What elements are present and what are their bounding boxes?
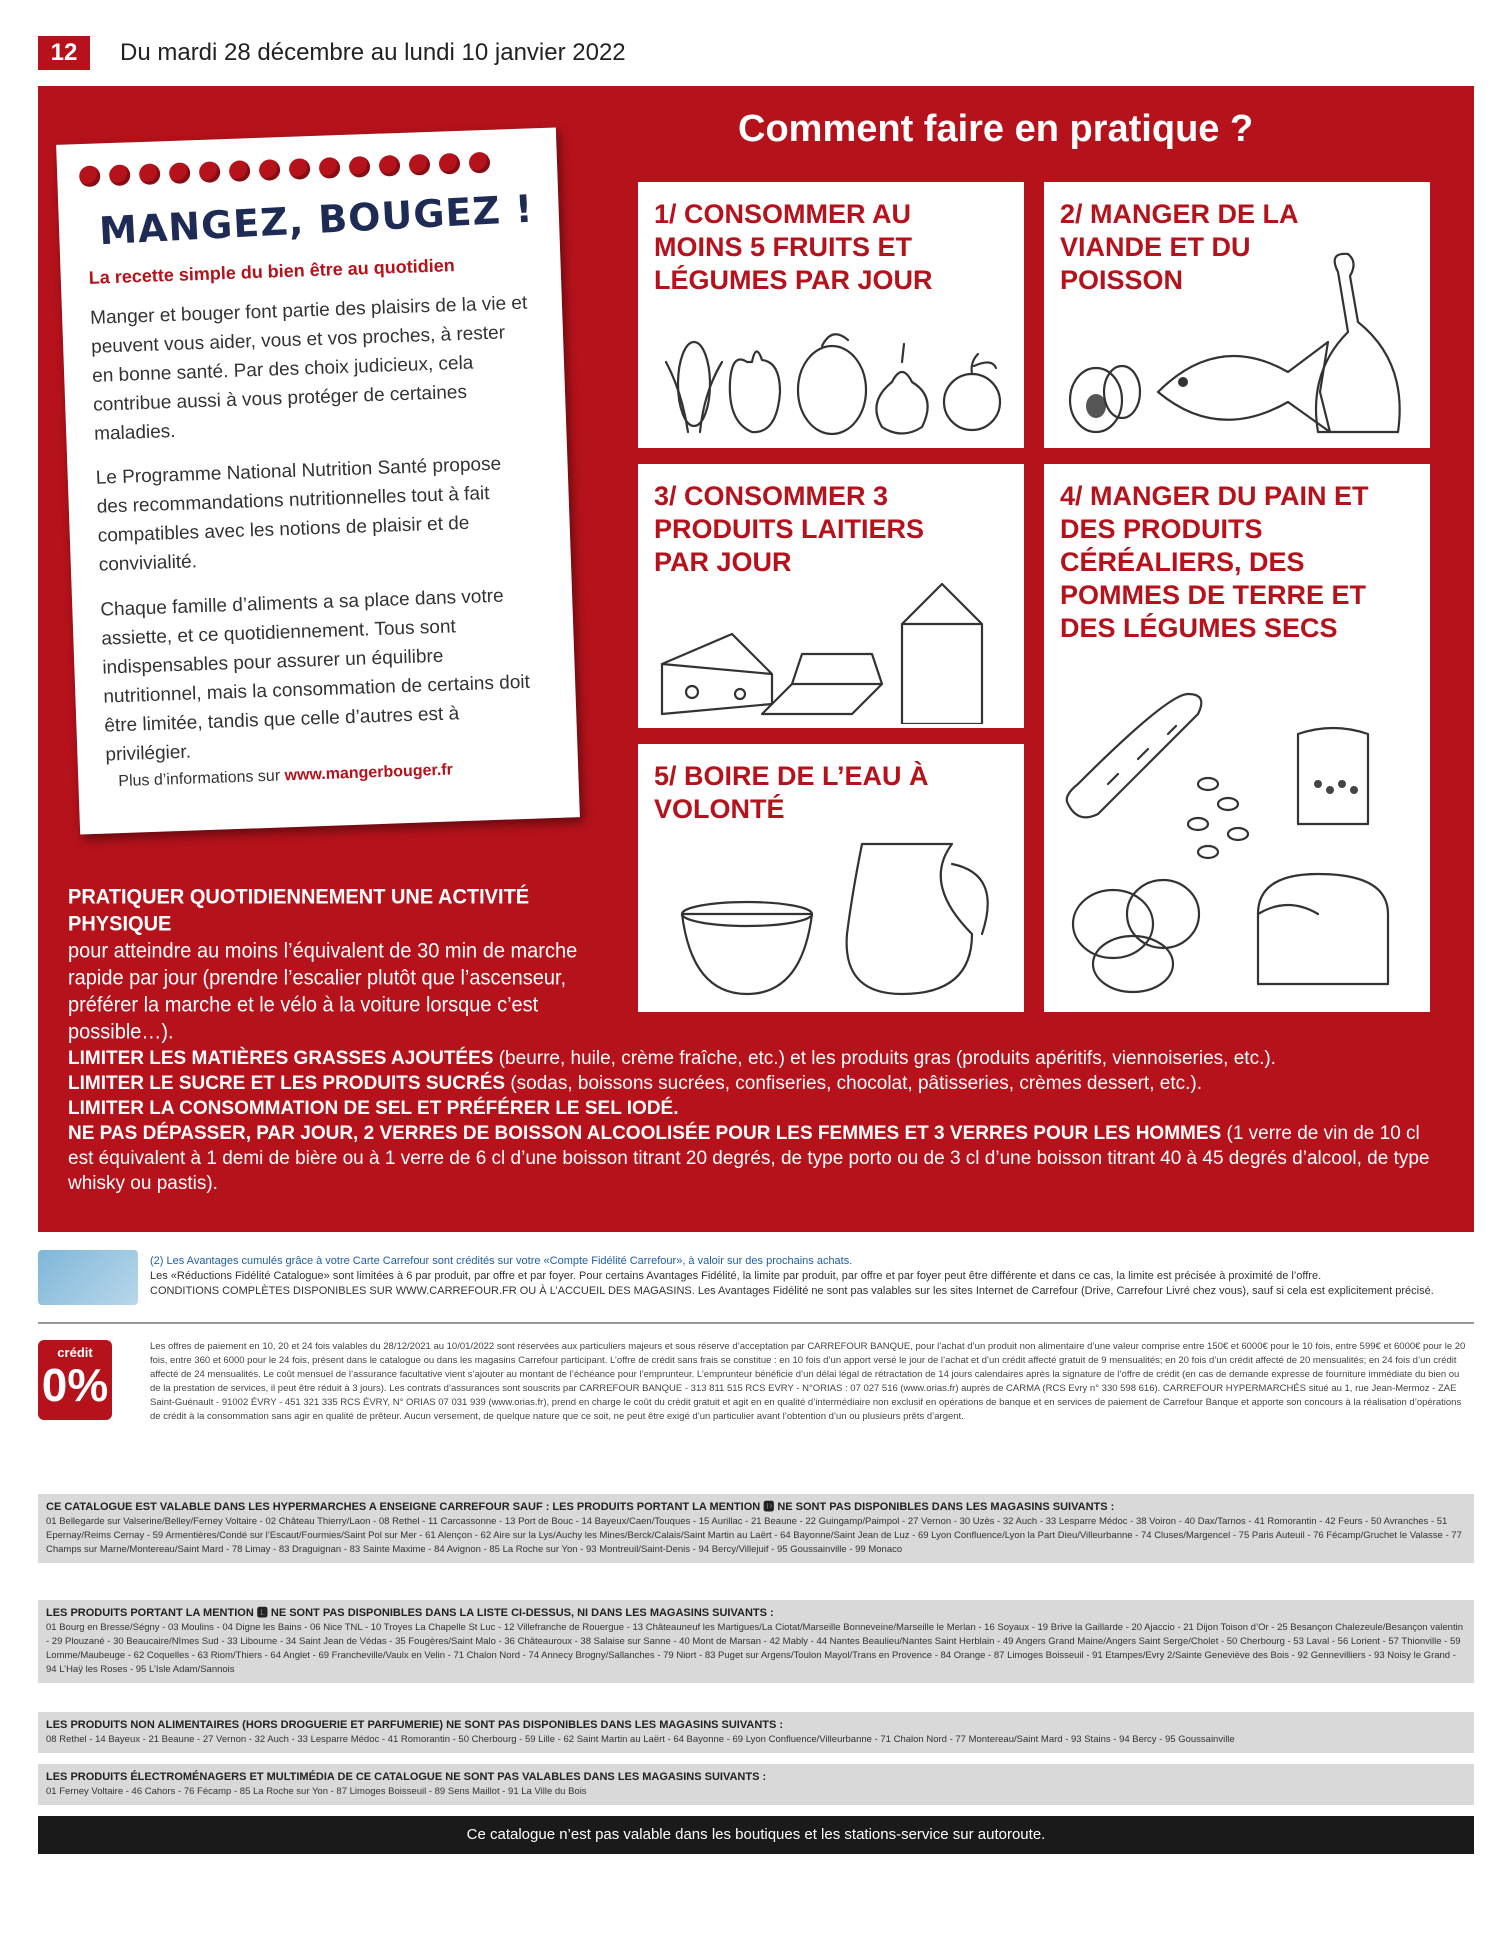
fidelity-section [38, 1250, 1474, 1308]
advice-label: 3/ CONSOMMER 3 PRODUITS LAITIERS PAR JOUR [654, 481, 925, 577]
practice-title: Comment faire en pratique ? [738, 108, 1254, 150]
activity-heading: PRATIQUER QUOTIDIENNEMENT UNE ACTIVITÉ PHYSIQUE [68, 885, 530, 936]
date-range: Du mardi 28 décembre au lundi 10 janvier 2022 [120, 39, 626, 66]
credit-zero-badge: crédit 0% [38, 1340, 112, 1420]
store-exclusions-box: LES PRODUITS NON ALIMENTAIRES (HORS DROGUERIE ET PARFUMERIE) NE SONT PAS DISPONIBLES DANS LES MAGASINS SUIVANTS : 08 Rethel - 14 Bayeux - 21 Beaune - 27 Vernon - 32 Auch - 33 Lesparre Médoc - 41 Romorantin - 50 Cherbourg - 59 Lille - 62 Saint Martin au Laërt - 64 Bayonne - 69 Lyon Confluence/Villeurbanne - 71 Chalon Nord - 77 Montereau/Saint Mard - 93 Stains - 94 Bercy - 95 Goussainville [38, 1712, 1474, 1753]
dairy-icon [652, 564, 1012, 724]
store-exclusions-box: LES PRODUITS PORTANT LA MENTION 🅴 NE SONT PAS DISPONIBLES DANS LA LISTE CI-DESSUS, NI DANS LES MAGASINS SUIVANTS : 01 Bourg en Bresse/Ségny - 03 Moulins - 04 Digne les Bains - 06 Nice TNL - 10 Troyes La Chapelle St Luc - 12 Villefranche de Rouergue - 13 Châteauneuf les Martigues/La Ciotat/Marseille Bonneveine/Marseille le Merlan - 16 Soyaux - 19 Brive la Gaillarde - 20 Ajaccio - 21 Dijon Toison d’Or - 25 Besançon Chalezeule/Besançon valentin - 29 Plouzané - 30 Beaucaire/Nîmes Sud - 33 Libourne - 34 Saint Jean de Védas - 35 Fougères/Saint Malo - 36 Châteauroux - 38 Salaise sur Sanne - 40 Mont de Marsan - 42 Mably - 44 Nantes Beaulieu/Nantes Saint Herblain - 49 Angers Grand Maine/Angers Saint Serge/Cholet - 50 Cherbourg - 53 Laval - 56 Lorient - 57 Thionville - 59 Lomme/Maubeuge - 62 Coquelles - 63 Riom/Thiers - 64 Anglet - 69 Francheville/Vaulx en Velin - 71 Chalon Nord - 74 Annecy Brogny/Sallanches - 79 Niort - 83 Puget sur Argens/Toulon Mayol/Trans en Provence - 84 Orange - 87 Limoges Boisseuil - 91 Etampes/Evry 2/Sainte Geneviève des Bois - 92 Gennevilliers - 93 Noisy le Grand - 94 L’Haÿ les Roses - 95 L’Isle Adam/Sannois [38, 1600, 1474, 1683]
water-jug-icon [652, 824, 1012, 1004]
mangez-bougez-note [56, 127, 580, 834]
note-subtitle: La recette simple du bien être au quotidien [88, 255, 455, 288]
advice-label: 5/ BOIRE DE L’EAU À VOLONTÉ [654, 761, 929, 824]
limit-item: LIMITER LA CONSOMMATION DE SEL ET PRÉFÉRER LE SEL IODÉ. [68, 1098, 679, 1119]
activity-detail: pour atteindre au moins l’équivalent de 30 min de marche rapide par jour (prendre l’escalier plutôt que l’ascenseur, préférer la marche et le vélo à la voiture lorsque c’est possible…). [68, 939, 578, 1044]
note-paragraph: Chaque famille d’aliments a sa place dans votre assiette, et ce quotidiennement. Tous sont indispensables pour assurer un équilibre nutritionnel, mais la consommation de certains doit être limitée, tandis que celle d’autres est à privilégier. [100, 585, 531, 766]
page-number: 12 [38, 36, 90, 70]
fish-meat-egg-icon [1058, 242, 1418, 442]
advice-box-meat-fish [1044, 182, 1430, 448]
carrefour-card-icon [38, 1250, 138, 1305]
divider [38, 1322, 1474, 1324]
note-paragraph: Manger et bouger font partie des plaisirs de la vie et peuvent vous aider, vous et vos proches, à rester en bonne santé. Par des choix judicieux, cela contribue aussi à vous protéger de certaines maladies. [89, 292, 528, 445]
nutrition-panel [38, 86, 1474, 1232]
store-exclusions-box: CE CATALOGUE EST VALABLE DANS LES HYPERMARCHES A ENSEIGNE CARREFOUR SAUF : LES PRODUITS PORTANT LA MENTION 🅳 NE SONT PAS DISPONIBLES DANS LES MAGASINS SUIVANTS : 01 Bellegarde sur Valserine/Belley/Ferney Voltaire - 02 Château Thierry/Laon - 08 Rethel - 11 Carcassonne - 13 Port de Bouc - 14 Bayeux/Caen/Touques - 15 Aurillac - 21 Beaune - 22 Guingamp/Paimpol - 27 Vernon - 30 Uzès - 32 Auch - 33 Lesparre Médoc - 38 Voiron - 40 Dax/Tarnos - 41 Romorantin - 42 Feurs - 50 Avranches - 51 Epernay/Reims Cernay - 59 Armentières/Condé sur l’Escaut/Fourmies/Saint Pol sur Mer - 61 Alençon - 62 Aire sur la Lys/Auchy les Mines/Berck/Calais/Saint Martin au Laërt - 64 Bayonne/Saint Jean de Luz - 69 Lyon Confluence/Lyon la Part Dieu/Villeurbanne - 74 Cluses/Margencel - 75 Paris Auteuil - 76 Fécamp/Gruchet le Valasse - 77 Champs sur Marne/Montereau/Saint Mard - 78 Limay - 83 Draguignan - 83 Sainte Maxime - 84 Avignon - 85 La Roche sur Yon - 93 Montreuil/Saint-Denis - 94 Bercy/Villejuif - 95 Goussainville - 99 Monaco [38, 1494, 1474, 1563]
credit-legal-text: Les offres de paiement en 10, 20 et 24 fois valables du 28/12/2021 au 10/01/2022 sont réservées aux particuliers majeurs et sous réserve d’acceptation par CARREFOUR BANQUE, pour l’achat d’un produit non alimentaire d’une valeur comprise entre 150€ et 6000€ pour le 10 fois, entre 599€ et 6000€ pour le 20 fois, entre 360 et 6000 pour le 24 fois, présent dans le catalogue ou dans les magasins Carrefour participant. L’offre de crédit sans frais se constitue : en 10 fois d’un apport versé le jour de l’achat et d’un crédit affecté gratuit de 9 mensualités; en 20 fois d’un crédit affecté de 20 mensualités; en 24 fois d’un crédit affecté de 24 mensualités. Le coût mensuel de l’assurance facultative vient s’ajouter au montant de l’échéance pour l’emprunteur. L’emprunteur bénéficie d’un délai légal de rétractation de 14 jours calendaires après la signature de l’offre de crédit (en cas de demande expresse de fourniture immédiate du bien ou de la prestation de services, il peut être réduit à 3 jours). Les contrats d’assurances sont souscrits par CARREFOUR BANQUE - 313 811 515 RCS EVRY - N°ORIAS : 07 027 516 (www.orias.fr) auprès de CARMA (RCS Evry n° 330 598 616). CARREFOUR HYPERMARCHÉS situé au 1, rue Jean-Mermoz - ZAE Saint-Guénault - 91002 ÉVRY - 451 321 335 RCS ÉVRY, N° ORIAS 07 031 939 (www.orias.fr), prend en charge le coût du crédit gratuit et agit en en qualité d’intermédiaire non exclusif en opérations de banque et en services de paiement de Carrefour Banque et apporte son concours à la réalisation d’opérations de crédit à la consommation sans agir en qualité de prêteur. Aucun versement, de quelque nature que ce soit, ne peut être exigé d’un particulier avant l’obtention d’un ou plusieurs prêts d’argent. [150, 1341, 1466, 1422]
limit-item: NE PAS DÉPASSER, PAR JOUR, 2 VERRES DE BOISSON ALCOOLISÉE POUR LES FEMMES ET 3 VERRES POUR LES HOMMES (1 verre de vin de 10 cl est équivalent à 1 demi de bière ou à 1 verre de 6 cl d’une boisson titrant 20 degrés, de type porto ou de 3 cl d’une boisson titrant 40 à 45 degrés d’alcool, de type whisky ou pastis). [68, 1123, 1430, 1194]
more-info-label: Plus d’informations sur [118, 767, 285, 791]
mangerbouger-link[interactable]: www.mangerbouger.fr [284, 761, 454, 785]
fidelity-text: (2) Les Avantages cumulés grâce à votre Carte Carrefour sont crédités sur votre «Compte Fidélité Carrefour», à valoir sur des prochains achats. Les «Réductions Fidélité Catalogue» sont limitées à 6 par produit, par offre et par foyer. Pour certains Avantages Fidélité, la limite par produit, par offre et par foyer peut être différente et dans ce cas, la limite est précisée à proximité de l’offre. CONDITIONS COMPLÈTES DISPONIBLES SUR WWW.CARREFOUR.FR OU À L’ACCUEIL DES MAGASINS. Les Avantages Fidélité ne sont pas valables sur les sites Internet de Carrefour (Drive, Carrefour Livré chez vous), sauf si cela est explicitement précisé. [150, 1255, 1434, 1297]
advice-label: 1/ CONSOMMER AU MOINS 5 FRUITS ET LÉGUMES PAR JOUR [654, 199, 933, 295]
advice-label: 4/ MANGER DU PAIN ET DES PRODUITS CÉRÉALIERS, DES POMMES DE TERRE ET DES LÉGUMES SECS [1060, 481, 1369, 643]
limit-item: LIMITER LE SUCRE ET LES PRODUITS SUCRÉS (sodas, boissons sucrées, confiseries, chocolat, pâtisseries, crèmes dessert, etc.). [68, 1073, 1202, 1094]
bread-potatoes-icon [1058, 674, 1418, 1004]
advice-box-dairy [638, 464, 1024, 728]
limit-item: LIMITER LES MATIÈRES GRASSES AJOUTÉES (beurre, huile, crème fraîche, etc.) et les produits gras (produits apéritifs, viennoiseries, etc.). [68, 1048, 1276, 1069]
advice-box-water [638, 744, 1024, 1012]
limits-list [68, 1046, 1448, 1196]
note-paragraph: Le Programme National Nutrition Santé propose des recommandations nutritionnelles tout à fait compatibles avec les notions de plaisir et de convivialité. [95, 453, 502, 576]
spiral-binding [79, 152, 490, 187]
advice-label: 2/ MANGER DE LA VIANDE ET DU POISSON [1060, 199, 1298, 295]
advice-box-fruits [638, 182, 1024, 448]
store-exclusions-box: LES PRODUITS ÉLECTROMÉNAGERS ET MULTIMÉDIA DE CE CATALOGUE NE SONT PAS VALABLES DANS LES MAGASINS SUIVANTS : 01 Ferney Voltaire - 46 Cahors - 76 Fécamp - 85 La Roche sur Yon - 87 Limoges Boisseuil - 89 Sens Maillot - 91 La Ville du Bois [38, 1764, 1474, 1805]
physical-activity-text [68, 884, 628, 1046]
fruits-vegetables-icon [652, 322, 1012, 442]
footer-notice: Ce catalogue n’est pas valable dans les boutiques et les stations-service sur autoroute. [38, 1816, 1474, 1854]
advice-box-cereals [1044, 464, 1430, 1012]
note-title: MANGEZ, BOUGEZ ! [98, 186, 535, 254]
